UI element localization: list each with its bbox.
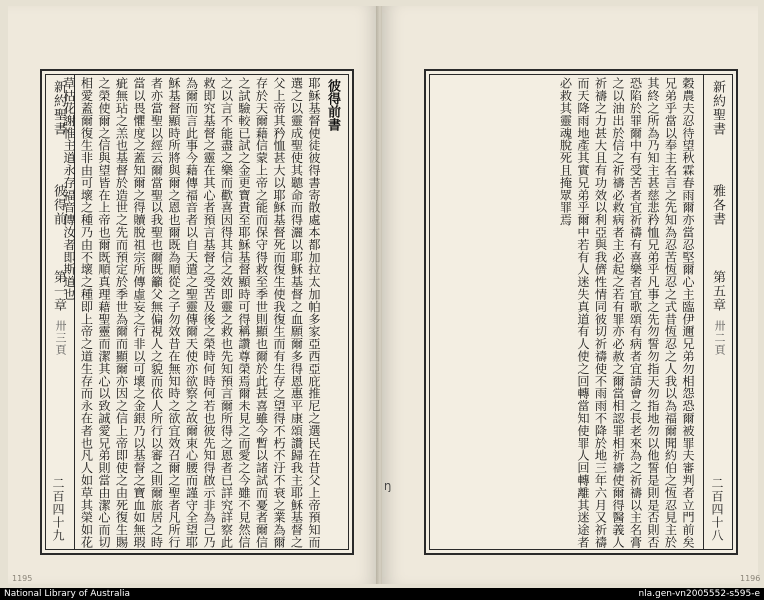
right-page-frame [424,69,738,555]
left-page [8,6,378,584]
left-margin-title: 新約聖書 [51,80,66,136]
left-margin-book: 彼得前 [51,184,66,226]
right-page-number: 二百四十八 [710,477,724,542]
left-book-heading: 彼得前書 [325,79,340,131]
left-page-frame [40,69,354,555]
right-margin-chapter: 第五章 [710,270,725,312]
footer-bar [0,588,764,600]
right-pencil-note: 1196 [740,574,761,583]
right-margin-section: 卅二頁 [713,320,726,356]
left-pencil-note: 1195 [12,574,33,583]
right-body-text: 穀農夫忍待望秋霖春雨爾亦當忍堅爾心主臨伊邇兄弟勿相怨恐爾被罪夫審判者立門前矣兄弟乎當以奉主名言之先知為忍苦恆忍之式昔恆忍之人我以為福爾聞約伯之恆忍見主於其終之所為乃知主甚慈悲矜恤兄弟乎凡事之先勿誓勿指天勿指地勿以他誓是則是否則否恐陷於罪爾中有受苦者宜祈禱有喜樂者宜歌頌有病者宜請會之長老來為之祈禱以主名膏之以油出於信之祈禱必救病者主必起之若有罪亦必赦之爾當相認罪相祈禱使爾得醫義人祈禱之力甚大且有功效以利亞與我儕性情同彼切祈禱使不雨雨不降於地三年六月又祈禱而天降雨地產其實兄弟乎爾中若有人迷失真道有人使之回轉當知使罪人回轉離其迷途者必救其靈魂脫死且掩眾罪焉 [558,77,695,549]
footer-institution: National Library of Australia [4,589,131,599]
right-margin-title: 新約聖書 [710,80,725,136]
center-mark: Ŋ [384,482,392,493]
right-page [382,6,761,584]
right-margin-column [703,74,733,550]
left-body-text: 耶穌基督使徒彼得書寄散處本都加拉太加帕多家亞西亞庇推尼之選民在昔父上帝預知而選之以靈成聖使其聽命而得灑以耶穌基督之血願爾多得恩惠平康頌讚歸我主耶穌基督之父上帝其矜恤甚大以耶穌基督死而復生使我復生而有生存之望得不朽不汙不衰之業為爾存於天爾藉信蒙上帝之能而保守得救至季世則顯也爾於此甚喜雖今暫以諸試而憂者爾信之試驗較已試之金更寶貴至耶穌基督顯時可得稱讚尊榮焉爾未見之而愛之今雖不見然信之以言不能盡之樂而歡喜因得其信之效即靈之救也先知預言爾所得之恩者已詳究詳察此救即究基督之靈在其心者預言基督之受苦及後之榮時何時何若也彼先知得啟示非為己乃為爾而言此事今藉傳福音者以自天遣之聖靈傳爾天使亦欲察之故爾束心腰而謹守全望耶穌基督顯時所將與爾之恩也爾既為順從之子勿效昔在無知時之欲宜效召爾之聖者凡所行者亦當聖以經云爾當聖以我聖也爾既籲父無偏視人之貌而依人所行以審之則爾旅居之時當以畏懼度之蓋知爾之得贖脫祖宗所傳虛妄之行非以可壞之金銀乃以基督之寶血如無瑕疵無玷之羔也基督於造世之先而預定於季世為爾而顯爾亦因之信上帝即使之由死復生賜之榮使爾之信與望皆在上帝也爾既順真理藉聖靈而潔其心以致誠愛兄弟則當由潔心而切相愛蓋爾復生非由可壞之種乃由不壞之種即上帝之道生存而永在者也凡人如草其榮如花草枯花謝惟主道永存福音傳汝者即斯道也 [62,77,321,549]
left-margin-section: 卅三頁 [54,320,67,356]
footer-identifier: nla.gen-vn2005552-s595-e [638,589,760,599]
right-margin-book: 雅各書 [710,184,725,226]
left-page-number: 二百四十九 [51,477,65,542]
left-margin-chapter: 第一章 [51,270,66,312]
